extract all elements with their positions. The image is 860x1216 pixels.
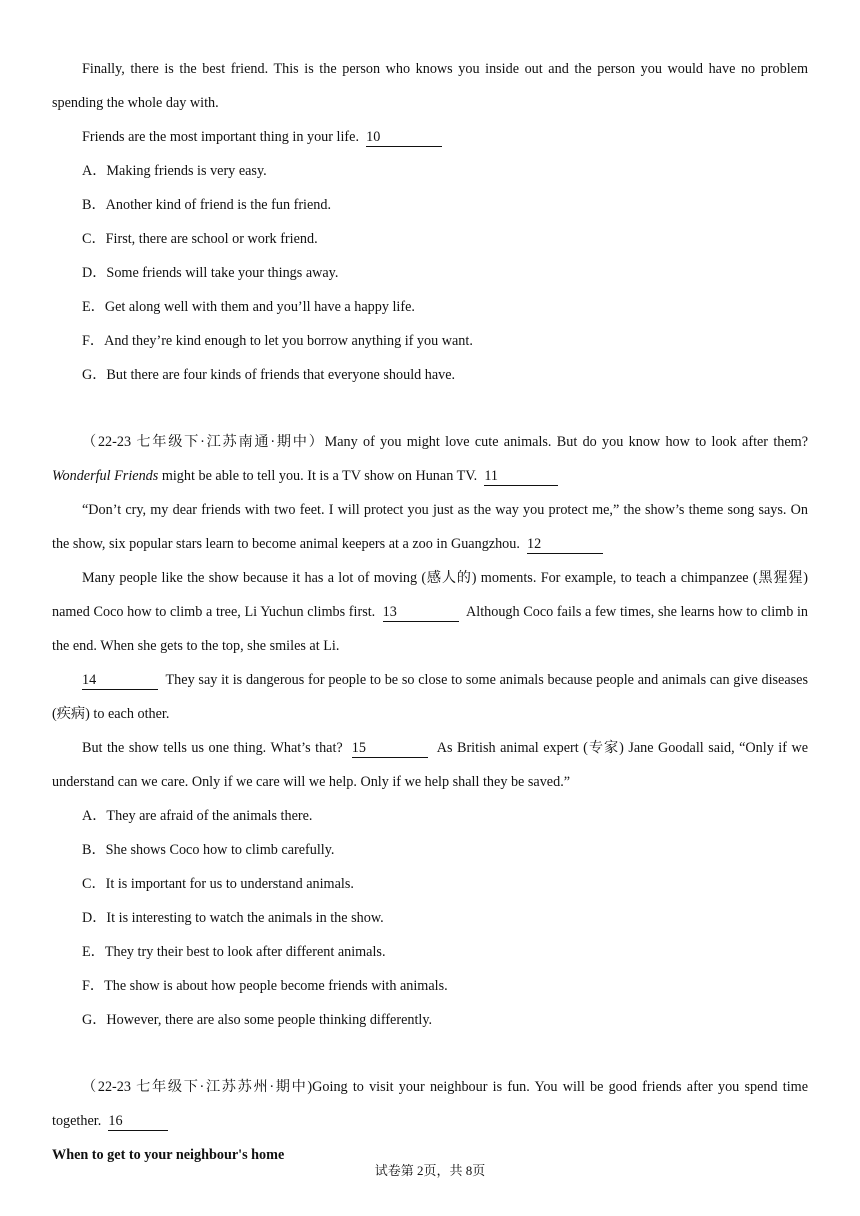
answer-blank-15[interactable]: 15 xyxy=(352,739,428,758)
paragraph: Many people like the show because it has a lot of moving (感人的) moments. For example, to teach a chimpanzee (黑猩猩) named Coco how to climb a tree, Li Yuchun climbs first. 13 Although Coco fails a few times, she learns how to climb in the end. When she gets to the top, she smiles at Li. xyxy=(52,570,809,654)
answer-blank-16[interactable]: 16 xyxy=(108,1112,168,1131)
option-g: G．But there are four kinds of friends that everyone should have. xyxy=(82,367,456,383)
option-a: A．They are afraid of the animals there. xyxy=(82,808,313,824)
option-b: B．She shows Coco how to climb carefully. xyxy=(82,842,335,858)
option-d: D．It is interesting to watch the animals in the show. xyxy=(82,910,384,926)
question-source: （22-23 七年级下·江苏南通·期中） xyxy=(82,434,325,450)
show-title: Wonderful Friends xyxy=(52,468,159,484)
paragraph: （22-23 七年级下·江苏南通·期中）Many of you might love cute animals. But do you know how to look after them? Wonderful Friends might be able to tell you. It is a TV show on Hunan TV. 11 xyxy=(52,434,808,484)
document-page xyxy=(52,52,808,1172)
paragraph: But the show tells us one thing. What’s that? 15 As British animal expert (专家) Jane Goodall said, “Only if we understand can we care. Only if we care will we help. Only if we help shall they be saved.” xyxy=(52,740,809,790)
option-e: E．Get along well with them and you’ll have a happy life. xyxy=(82,299,415,315)
answer-blank-13[interactable]: 13 xyxy=(383,603,459,622)
option-c: C．It is important for us to understand animals. xyxy=(82,876,354,892)
paragraph: “Don’t cry, my dear friends with two feet. I will protect you just as the way you protect me,” the show’s theme song says. On the show, six popular stars learn to become animal keepers at a zoo in Guangzhou. 12 xyxy=(52,502,808,552)
option-f: F．The show is about how people become friends with animals. xyxy=(82,978,448,994)
option-a: A．Making friends is very easy. xyxy=(82,163,267,179)
option-b: B．Another kind of friend is the fun friend. xyxy=(82,197,332,213)
option-g: G．However, there are also some people thinking differently. xyxy=(82,1012,433,1028)
section-heading: When to get to your neighbour's home xyxy=(52,1147,285,1163)
spacer xyxy=(52,392,808,425)
answer-blank-12[interactable]: 12 xyxy=(527,535,603,554)
page-footer: 试卷第 2页，共 8页 xyxy=(374,1163,486,1178)
option-f: F．And they’re kind enough to let you borrow anything if you want. xyxy=(82,333,473,349)
option-c: C．First, there are school or work friend. xyxy=(82,231,318,247)
paragraph: 14 They say it is dangerous for people to be so close to some animals because people and animals can give diseases (疾病) to each other. xyxy=(52,672,808,722)
paragraph: Finally, there is the best friend. This is the person who knows you inside out and the person you would have no problem spending the whole day with. xyxy=(52,61,808,111)
paragraph: （22-23 七年级下·江苏苏州·期中)Going to visit your neighbour is fun. You will be good friends after you spend time together. 16 xyxy=(52,1079,808,1129)
option-d: D．Some friends will take your things away. xyxy=(82,265,339,281)
answer-blank-11[interactable]: 11 xyxy=(484,467,558,486)
answer-blank-10[interactable]: 10 xyxy=(366,128,442,147)
spacer xyxy=(52,1037,808,1070)
answer-blank-14[interactable]: 14 xyxy=(82,671,158,690)
question-source: （22-23 七年级下·江苏苏州·期中) xyxy=(82,1079,313,1095)
option-e: E．They try their best to look after different animals. xyxy=(82,944,386,960)
paragraph xyxy=(52,120,808,154)
paragraph-text: Friends are the most important thing in your life. xyxy=(82,129,360,145)
